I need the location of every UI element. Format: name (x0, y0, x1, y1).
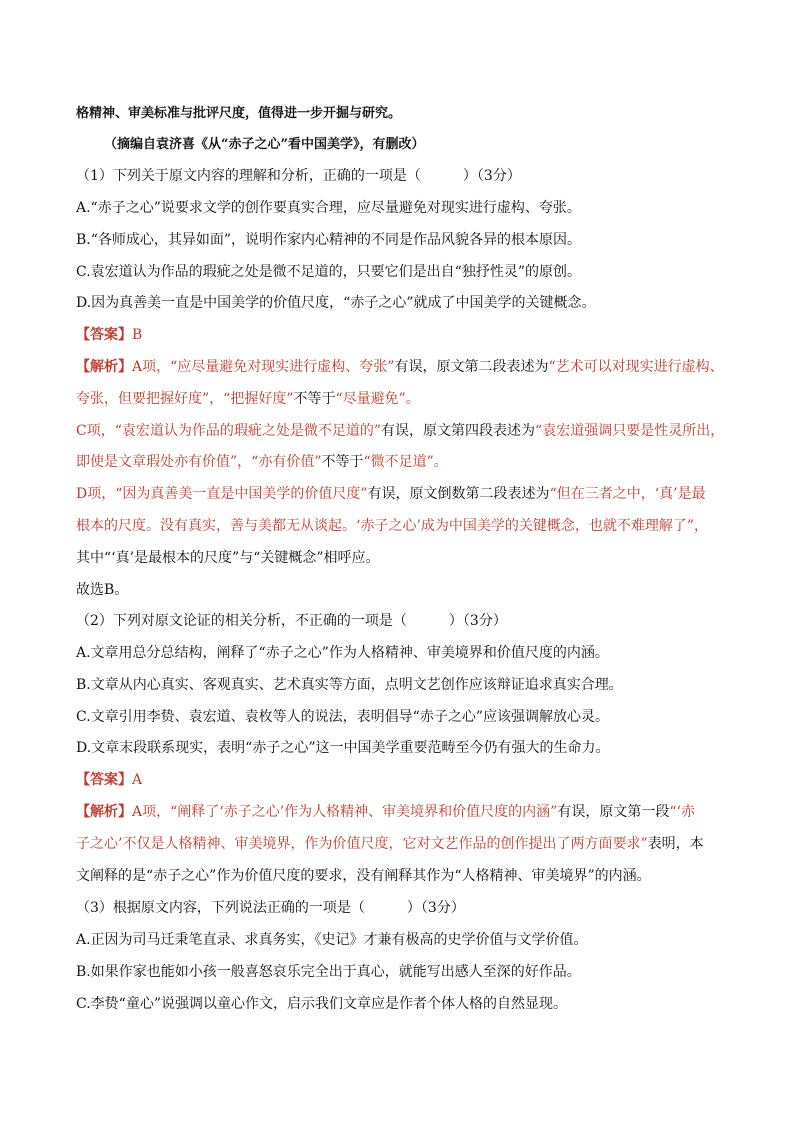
q3-stem: （3）根据原文内容，下列说法正确的一项是（ ）（3分） (76, 900, 465, 916)
analysis-text: 不等于 (293, 391, 336, 407)
analysis-text: 不等于 (321, 454, 364, 470)
answer-value: B (132, 327, 143, 343)
analysis-text: A项， (132, 359, 171, 375)
analysis-text: D项， (76, 486, 116, 502)
q1-stem: （1）下列关于原文内容的理解和分析，正确的一项是（ ）（3分） (76, 168, 521, 184)
analysis-text: 有误，原文第一段 (557, 804, 670, 820)
q1-analysis-c-line2 (76, 452, 724, 472)
q1-analysis-d-line3: 其中“‘真’是最根本的尺度”与“关键概念”相呼应。 (76, 550, 380, 566)
answer-label: 【答案】 (76, 327, 132, 343)
quoted-source: 夸张，但要把握好度”，“把握好度” (76, 391, 294, 407)
q1-analysis-c-line1 (76, 421, 724, 441)
analysis-text: 有误，原文第二段表述为 (394, 359, 549, 375)
quoted-source: 子之心’不仅是人格精神、审美境界，作为价值尺度，它对文艺作品的创作提出了两方面要求” (76, 836, 648, 852)
quoted-source: “但在三者之中，‘真’是最 (549, 486, 706, 502)
analysis-label: 【解析】 (76, 359, 132, 375)
quoted-claim: “尽量避免”。 (335, 391, 420, 407)
quoted-source: “艺术可以对现实进行虚构、 (548, 359, 724, 375)
analysis-text: 有误，原文倒数第二段表述为 (367, 486, 550, 502)
answer-value: A (132, 772, 143, 788)
q2-option-b: B.文章从内心真实、客观真实、艺术真实等方面，点明文艺创作应该辩证追求真实合理。 (76, 677, 623, 693)
q2-answer (76, 770, 724, 790)
quoted-source: “袁宏道强调只要是性灵所出， (535, 423, 725, 439)
continuation-line: 格精神、审美标准与批评尺度，值得进一步开掘与研究。 (76, 106, 402, 121)
q2-option-c: C.文章引用李贽、袁宏道、袁枚等人的说法，表明倡导“赤子之心”应该强调解放心灵。 (76, 709, 609, 725)
analysis-label: 【解析】 (76, 804, 132, 820)
q2-stem: （2）下列对原文论证的相关分析，不正确的一项是（ ）（3分） (76, 613, 507, 629)
quoted-source: “‘赤 (669, 804, 695, 820)
quoted-claim: “应尽量避免对现实进行虚构、夸张” (170, 359, 395, 375)
quoted-claim: “袁宏道认为作品的瑕疵之处是微不足道的” (114, 423, 382, 439)
q1-analysis-a-line2 (76, 389, 724, 409)
q2-option-d: D.文章末段联系现实，表明“赤子之心”这一中国美学重要范畴至今仍有强大的生命力。 (76, 740, 610, 756)
source-citation: （摘编自袁济喜《从“赤子之心”看中国美学》，有删改） (104, 137, 425, 152)
analysis-text: C项， (76, 423, 115, 439)
quoted-claim: “因为真善美一直是中国美学的价值尺度” (115, 486, 368, 502)
q1-analysis-d-line1 (76, 484, 724, 504)
analysis-text: 表明，本 (647, 836, 704, 852)
quoted-source: 即使是文章瑕处亦有价值”，“亦有价值” (76, 454, 322, 470)
q1-answer (76, 325, 724, 345)
q1-option-a: A.“赤子之心”说要求文学的创作要真实合理，应尽量避免对现实进行虚构、夸张。 (76, 200, 581, 216)
q1-option-d: D.因为真善美一直是中国美学的价值尺度，“赤子之心”就成了中国美学的关键概念。 (76, 295, 596, 311)
q1-conclusion: 故选B。 (76, 582, 129, 598)
analysis-text: A项， (132, 804, 171, 820)
q3-option-c: C.李贽“童心”说强调以童心作文，启示我们文章应是作者个体人格的自然显现。 (76, 996, 567, 1012)
q3-option-b: B.如果作家也能如小孩一般喜怒哀乐完全出于真心，就能写出感人至深的好作品。 (76, 964, 581, 980)
q2-analysis-line2 (76, 834, 724, 854)
analysis-text: 有误，原文第四段表述为 (381, 423, 536, 439)
q1-analysis-a-line1 (76, 357, 724, 377)
answer-label: 【答案】 (76, 772, 132, 788)
q1-analysis-d-line2: 根本的尺度。没有真实，善与美都无从谈起。‘赤子之心’成为中国美学的关键概念，也就不难理解了”， (76, 518, 709, 534)
q1-option-b: B.“各师成心，其异如面”，说明作家内心精神的不同是作品风貌各异的根本原因。 (76, 232, 582, 248)
q2-analysis-line3: 文阐释的是“赤子之心”作为价值尺度的要求，没有阐释其作为“人格精神、审美境界”的内涵。 (76, 868, 651, 884)
quoted-claim: “阐释了‘赤子之心’作为人格精神、审美境界和价值尺度的内涵” (170, 804, 558, 820)
q1-option-c: C.袁宏道认为作品的瑕疵之处是微不足道的，只要它们是出自“独抒性灵”的原创。 (76, 264, 581, 280)
quoted-claim: “微不足道”。 (363, 454, 448, 470)
q2-option-a: A.文章用总分总结构，阐释了“赤子之心”作为人格精神、审美境界和价值尺度的内涵。 (76, 645, 609, 661)
q3-option-a: A.正因为司马迁秉笔直录、求真务实，《史记》才兼有极高的史学价值与文学价值。 (76, 932, 588, 948)
q2-analysis-line1 (76, 802, 724, 822)
